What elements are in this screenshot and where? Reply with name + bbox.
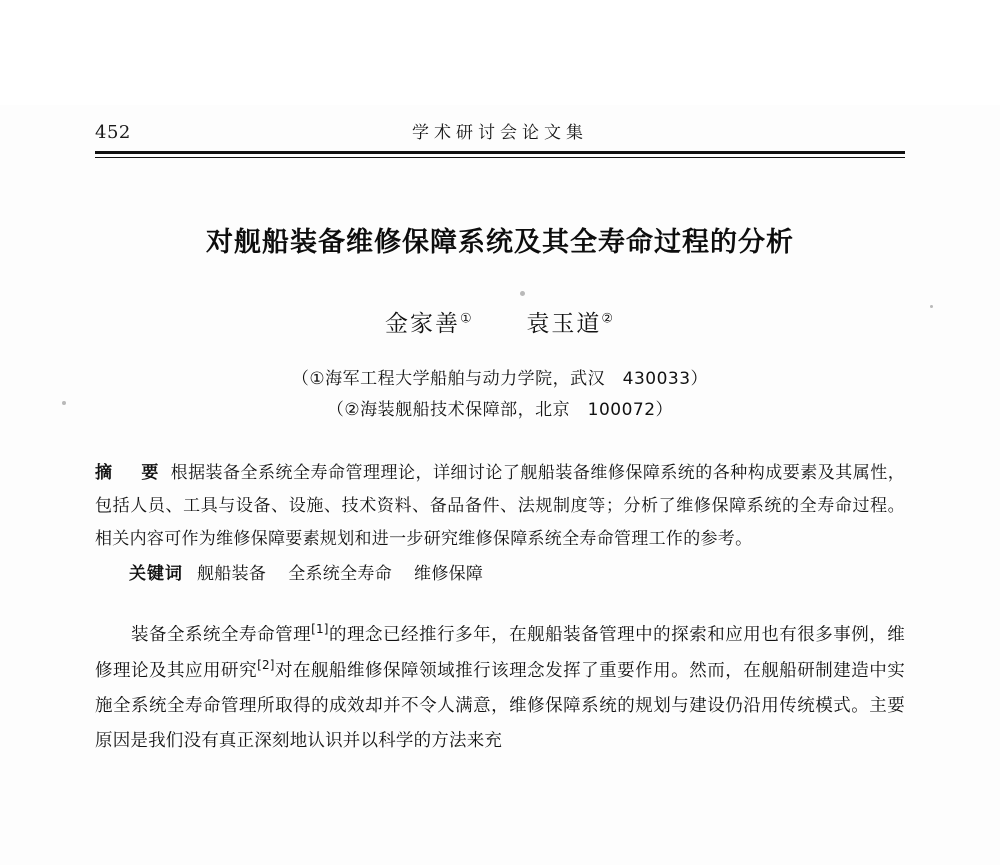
- reference-marker: [1]: [311, 622, 329, 637]
- page-number: 452: [95, 122, 131, 143]
- author-list: [95, 305, 905, 338]
- body-text: [95, 617, 905, 759]
- keyword-item: 舰船装备: [197, 564, 267, 585]
- keyword-item: 全系统全寿命: [288, 564, 393, 585]
- reference-marker: [2]: [257, 658, 275, 673]
- abstract-label: 摘 要: [95, 462, 165, 483]
- affiliation-line: （①海军工程大学船舶与动力学院，武汉 430033）: [291, 369, 709, 389]
- author-item: [385, 311, 474, 337]
- header-rule-thick: [95, 151, 905, 154]
- author-name: 袁玉道: [526, 311, 602, 337]
- running-head: [95, 105, 905, 145]
- header-rule-thin: [95, 157, 905, 158]
- author-name: 金家善: [385, 311, 461, 337]
- body-run: 装备全系统全寿命管理: [131, 625, 312, 646]
- body-paragraph: [95, 617, 905, 759]
- body-run: 的理念已经推行多年，在舰船装备管理中的探索和应用也有很多事例，维修理论及其应用研究: [95, 625, 905, 682]
- body-run: 对在舰船维修保障领域推行该理念发挥了重要作用。然而，在舰船研制建造中实施全系统全寿命管理所取得的成效却并不令人满意，维修保障系统的规划与建设仍沿用传统模式。主要原因是我们没有真正深刻地认识并以科学的方法来充: [95, 661, 905, 752]
- affiliation-block: [95, 364, 905, 427]
- running-title: 学术研讨会论文集: [412, 123, 588, 143]
- keywords-block: [95, 558, 905, 591]
- author-marker: ②: [601, 311, 615, 327]
- document-page: [0, 105, 1000, 865]
- keyword-item: 维修保障: [414, 564, 484, 585]
- affiliation-line: （②海装舰船技术保障部，北京 100072）: [326, 400, 674, 421]
- abstract-block: [95, 457, 905, 556]
- scan-speck: [520, 291, 525, 296]
- author-item: [526, 311, 615, 337]
- abstract-text: 根据装备全系统全寿命管理理论，详细讨论了舰船装备维修保障系统的各种构成要素及其属性，包括人员、工具与设备、设施、技术资料、备品备件、法规制度等；分析了维修保障系统的全寿命过程。相关内容可作为维修保障要素规划和进一步研究维修保障系统全寿命管理工作的参考。: [95, 462, 905, 550]
- scan-speck: [62, 401, 66, 405]
- keywords-label: 关键词: [129, 564, 183, 585]
- author-marker: ①: [460, 311, 474, 327]
- paper-title: 对舰船装备维修保障系统及其全寿命过程的分析: [206, 227, 794, 258]
- scan-speck: [930, 305, 933, 308]
